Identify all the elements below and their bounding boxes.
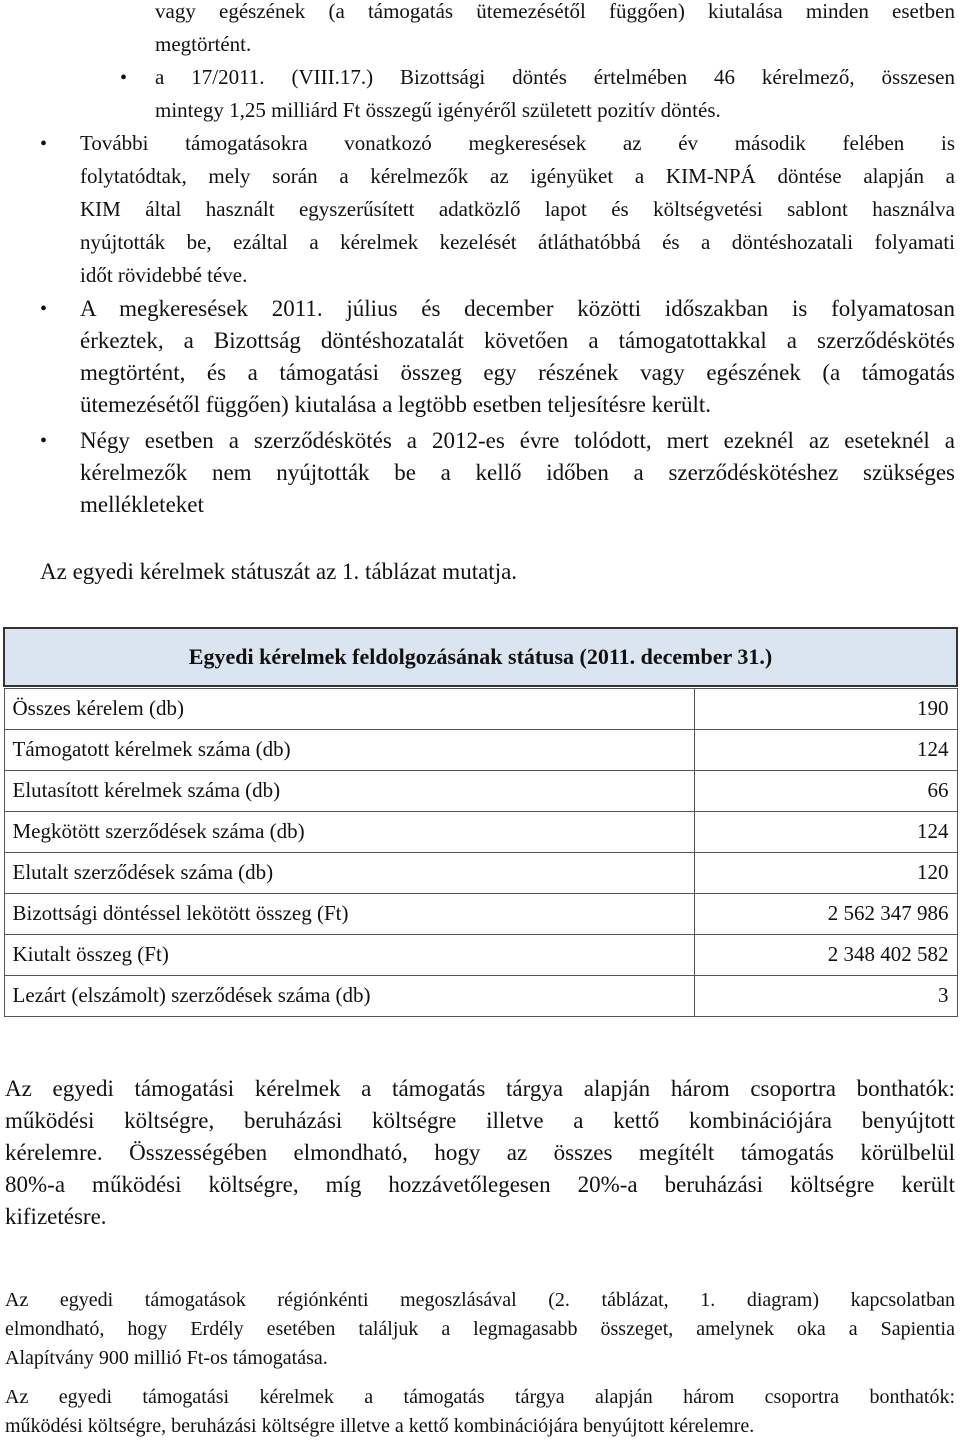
table-intro xyxy=(40,556,940,588)
table-row xyxy=(4,893,957,934)
text-line: vagy egészének (a támogatás ütemezésétől függően) kiutalása minden esetben xyxy=(155,0,955,23)
table-row xyxy=(4,770,957,811)
text-line: érkeztek, a Bizottság döntéshozatalát követően a támogatottakkal a szerződéskötés xyxy=(80,328,955,353)
text-line: kérelmezők nem nyújtották be a kellő időben a szerződéskötéshez szükséges xyxy=(80,460,955,485)
bullet-item xyxy=(155,61,955,127)
row-label: Elutasított kérelmek száma (db) xyxy=(4,770,695,811)
bullet-marker: • xyxy=(40,430,48,452)
text-line: megtörtént, és a támogatási összeg egy részének vagy egészének (a támogatás xyxy=(80,360,955,385)
row-label: Kiutalt összeg (Ft) xyxy=(4,934,695,975)
text-line: mintegy 1,25 milliárd Ft összegű igényéről született pozitív döntés. xyxy=(155,98,721,122)
text-line: Alapítvány 900 millió Ft-os támogatása. xyxy=(5,1347,328,1369)
text-line: mellékleteket xyxy=(80,492,204,517)
paragraph xyxy=(5,1383,955,1441)
table-row xyxy=(4,811,957,852)
table-row xyxy=(4,688,957,729)
table-row xyxy=(4,729,957,770)
table-intro-text: Az egyedi kérelmek státuszát az 1. táblázat mutatja. xyxy=(40,559,518,584)
text-line: Az egyedi támogatások régiónkénti megoszlásával (2. táblázat, 1. diagram) kapcsolatban xyxy=(5,1289,955,1311)
row-value: 190 xyxy=(695,688,957,729)
paragraph xyxy=(5,1286,955,1373)
text-line: Az egyedi támogatási kérelmek a támogatás tárgya alapján három csoportra bonthatók: xyxy=(5,1076,955,1101)
bullet-marker: • xyxy=(40,133,48,155)
bullet-item xyxy=(80,425,955,521)
text-line: a 17/2011. (VIII.17.) Bizottsági döntés értelmében 46 kérelmező, összesen xyxy=(155,65,955,89)
text-line: elmondható, hogy Erdély esetében találjuk a legmagasabb összeget, amelynek oka a Sapientia xyxy=(5,1318,955,1340)
row-value: 124 xyxy=(695,811,957,852)
row-value: 124 xyxy=(695,729,957,770)
text-line: működési költségre, beruházási költségre illetve a kettő kombinációjára benyújtott xyxy=(5,1108,955,1133)
row-label: Elutalt szerződések száma (db) xyxy=(4,852,695,893)
table-header-row xyxy=(4,628,957,686)
table-row xyxy=(4,975,957,1016)
row-label: Összes kérelem (db) xyxy=(4,688,695,729)
bullet-marker: • xyxy=(40,298,48,320)
text-line: nyújtották be, ezáltal a kérelmek kezelését átláthatóbbá és a döntéshozatali folyamati xyxy=(80,230,955,254)
text-line: KIM által használt egyszerűsített adatközlő lapot és költségvetési sablont használva xyxy=(80,197,955,221)
table-row xyxy=(4,934,957,975)
text-line: ütemezésétől függően) kiutalása a legtöbb esetben teljesítésre került. xyxy=(80,392,711,417)
row-value: 2 562 347 986 xyxy=(695,893,957,934)
text-line: 80%-a működési költségre, míg hozzávetőlegesen 20%-a beruházási költségre került xyxy=(5,1172,955,1197)
text-line: További támogatásokra vonatkozó megkeresések az év második felében is xyxy=(80,131,955,155)
status-table xyxy=(3,627,958,1017)
table-title: Egyedi kérelmek feldolgozásának státusa (2011. december 31.) xyxy=(4,628,957,686)
row-value: 120 xyxy=(695,852,957,893)
bullet-item xyxy=(80,127,955,292)
row-label: Megkötött szerződések száma (db) xyxy=(4,811,695,852)
row-label: Támogatott kérelmek száma (db) xyxy=(4,729,695,770)
text-line: működési költségre, beruházási költségre illetve a kettő kombinációjára benyújtott kérelemre. xyxy=(5,1415,755,1437)
row-value: 66 xyxy=(695,770,957,811)
bullet-item xyxy=(80,293,955,421)
continuation-text xyxy=(155,0,955,61)
text-line: időt rövidebbé téve. xyxy=(80,263,248,287)
text-line: Négy esetben a szerződéskötés a 2012-es évre tolódott, mert ezeknél az eseteknél a xyxy=(80,428,955,453)
text-line: megtörtént. xyxy=(155,32,252,56)
row-value: 3 xyxy=(695,975,957,1016)
text-line: Az egyedi támogatási kérelmek a támogatás tárgya alapján három csoportra bonthatók: xyxy=(5,1386,955,1408)
row-label: Lezárt (elszámolt) szerződések száma (db) xyxy=(4,975,695,1016)
text-line: kifizetésre. xyxy=(5,1204,107,1229)
text-line: A megkeresések 2011. július és december közötti időszakban is folyamatosan xyxy=(80,296,955,321)
text-line: folytatódtak, mely során a kérelmezők az igényüket a KIM-NPÁ döntése alapján a xyxy=(80,164,955,188)
paragraph xyxy=(5,1073,955,1233)
row-label: Bizottsági döntéssel lekötött összeg (Ft) xyxy=(4,893,695,934)
text-line: kérelemre. Összességében elmondható, hogy az összes megítélt támogatás körülbelül xyxy=(5,1140,955,1165)
table-row xyxy=(4,852,957,893)
row-value: 2 348 402 582 xyxy=(695,934,957,975)
bullet-marker: • xyxy=(120,67,128,89)
